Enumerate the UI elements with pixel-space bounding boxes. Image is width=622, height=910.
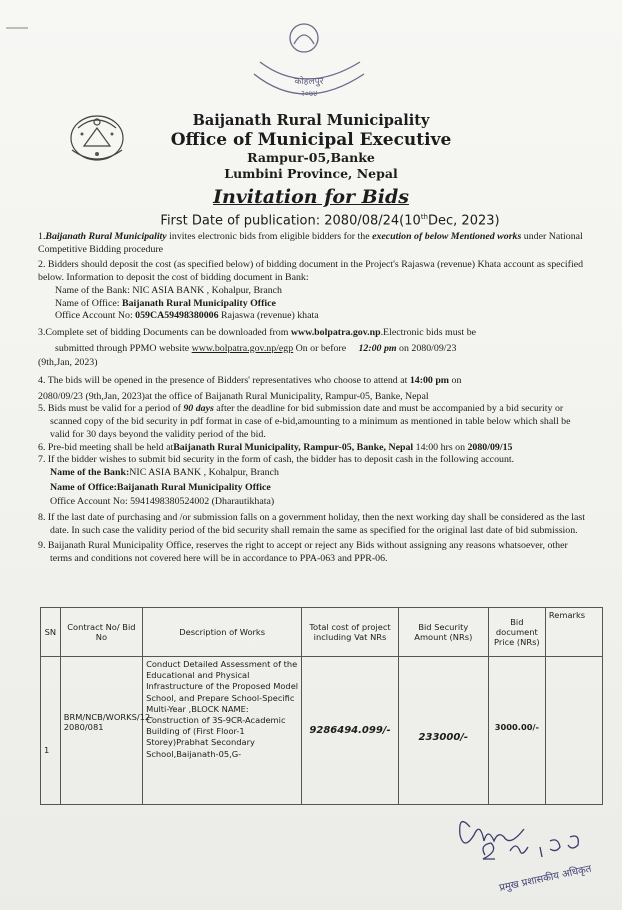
cell-contract: BRM/NCB/WORKS/12-2080/081 [60, 657, 142, 805]
col-contract: Contract No/ Bid No [60, 608, 142, 657]
para-3-line2: submitted through PPMO website www.bolpatra.gov.np/egp On or before 12:00 pm on 2080/09/23 [55, 342, 457, 354]
para-9: 9. Baijanath Rural Municipality Office, reserves the right to accept or reject any Bids without assigning any reasons whatsoever, other terms and conditions not covered here will be in accordance to PPA-063 and PPR-06. [38, 540, 568, 565]
office-name: Office of Municipal Executive [170, 130, 452, 150]
para-2: 2. Bidders should deposit the cost (as specified below) of bidding document in the Project's Rajaswa (revenue) Khata account as specified below. Information to deposit the cost of bidding document in Bank: [38, 259, 584, 284]
bank-name: Name of the Bank: NIC ASIA BANK , Kohalpur, Branch [55, 284, 282, 296]
svg-text:२०७४: २०७४ [300, 89, 318, 98]
handwritten-signature [440, 805, 620, 905]
notice-body [38, 231, 590, 566]
edge-mark [6, 27, 28, 29]
office-account: Office Account No: 059CA59498380006 Rajaswa (revenue) khata [55, 310, 319, 322]
para-3-date-en: (9th,Jan, 2023) [38, 357, 98, 369]
cell-bid-security: 233000/- [398, 657, 488, 805]
para-7-bank: Name of the Bank:NIC ASIA BANK , Kohalpur, Branch [50, 466, 279, 478]
para-3: 3.Complete set of bidding Documents can be downloaded from www.bolpatra.gov.np.Electronic bids must be [38, 326, 477, 338]
para-4-line2: 2080/09/23 (9th,Jan, 2023)at the office of Baijanath Rural Municipality, Rampur-05, Banke, Nepal [38, 390, 429, 402]
para-7: 7. If the bidder wishes to submit bid security in the form of cash, the bidder has to deposit cash in the following account. [38, 454, 515, 466]
bid-table [40, 607, 603, 805]
col-description: Description of Works [143, 608, 302, 657]
para-5: 5. Bids must be valid for a period of 90 days after the deadline for bid submission date and must be accompanied by a bid security or scanned copy of the bid security in pdf format in case of e-bid,amounting to a minimum as mentioned in table below which shall be valid for 30 days beyond the validity period of the bid. [38, 403, 571, 440]
cell-sn: 1 [41, 657, 61, 805]
office-name-line: Name of Office: Baijanath Rural Municipality Office [55, 297, 276, 309]
office-address: Rampur-05,Banke [247, 150, 375, 165]
cell-total-cost: 9286494.099/- [302, 657, 399, 805]
para-7-office: Name of Office:Baijanath Rural Municipality Office [50, 481, 271, 493]
office-seal-stamp [246, 14, 372, 110]
municipality-name: Baijanath Rural Municipality [192, 112, 430, 129]
province: Lumbini Province, Nepal [224, 166, 398, 181]
col-remarks: Remarks [545, 608, 602, 657]
para-4: 4. The bids will be opened in the presence of Bidders' representatives who choose to attend at 14:00 pm on [38, 375, 462, 387]
col-total-cost: Total cost of project including Vat NRs [302, 608, 399, 657]
para-8: 8. If the last date of purchasing and /or submission falls on a government holiday, then the next working day shall be considered as the last date. In such case the validity period of the bid security shall remain the same as specified for the original last date of bid submission. [38, 512, 586, 536]
svg-text:कोहलपुर: कोहलपुर [294, 77, 324, 87]
para-1: 1.Baijanath Rural Municipality invites electronic bids from eligible bidders for the execution of below Mentioned works under National Competitive Bidding procedure [38, 231, 583, 255]
table-row [41, 657, 603, 805]
document-title: Invitation for Bids [213, 186, 409, 208]
cell-doc-price: 3000.00/- [488, 657, 545, 805]
para-6: 6. Pre-bid meeting shall be held atBaijanath Rural Municipality, Rampur-05, Banke, Nepal 14:00 hrs on 2080/09/15 [38, 441, 513, 453]
egp-link[interactable]: www.bolpatra.gov.np/egp [191, 342, 294, 354]
svg-text:प्रमुख प्रशासकीय अधिकृत: प्रमुख प्रशासकीय अधिकृत [498, 863, 593, 894]
para-7-account: Office Account No: 5941498380524002 (Dharautikhata) [50, 496, 275, 508]
col-sn: SN [41, 608, 61, 657]
col-doc-price: Bid document Price (NRs) [488, 608, 545, 657]
cell-remarks [545, 657, 602, 805]
publication-date: First Date of publication: 2080/08/24(10thDec, 2023) [160, 213, 500, 229]
cell-description: Conduct Detailed Assessment of the Educational and Physical Infrastructure of the Proposed Model School, and Prepare School-Specific Multi-Year ,BLOCK NAME: Construction of 3S-9CR-Academic Building of (First Floor-1 Storey)Prabhat Secondary School,Baijanath-05,G- [143, 657, 302, 805]
table-header-row [41, 608, 603, 657]
col-bid-security: Bid Security Amount (NRs) [398, 608, 488, 657]
